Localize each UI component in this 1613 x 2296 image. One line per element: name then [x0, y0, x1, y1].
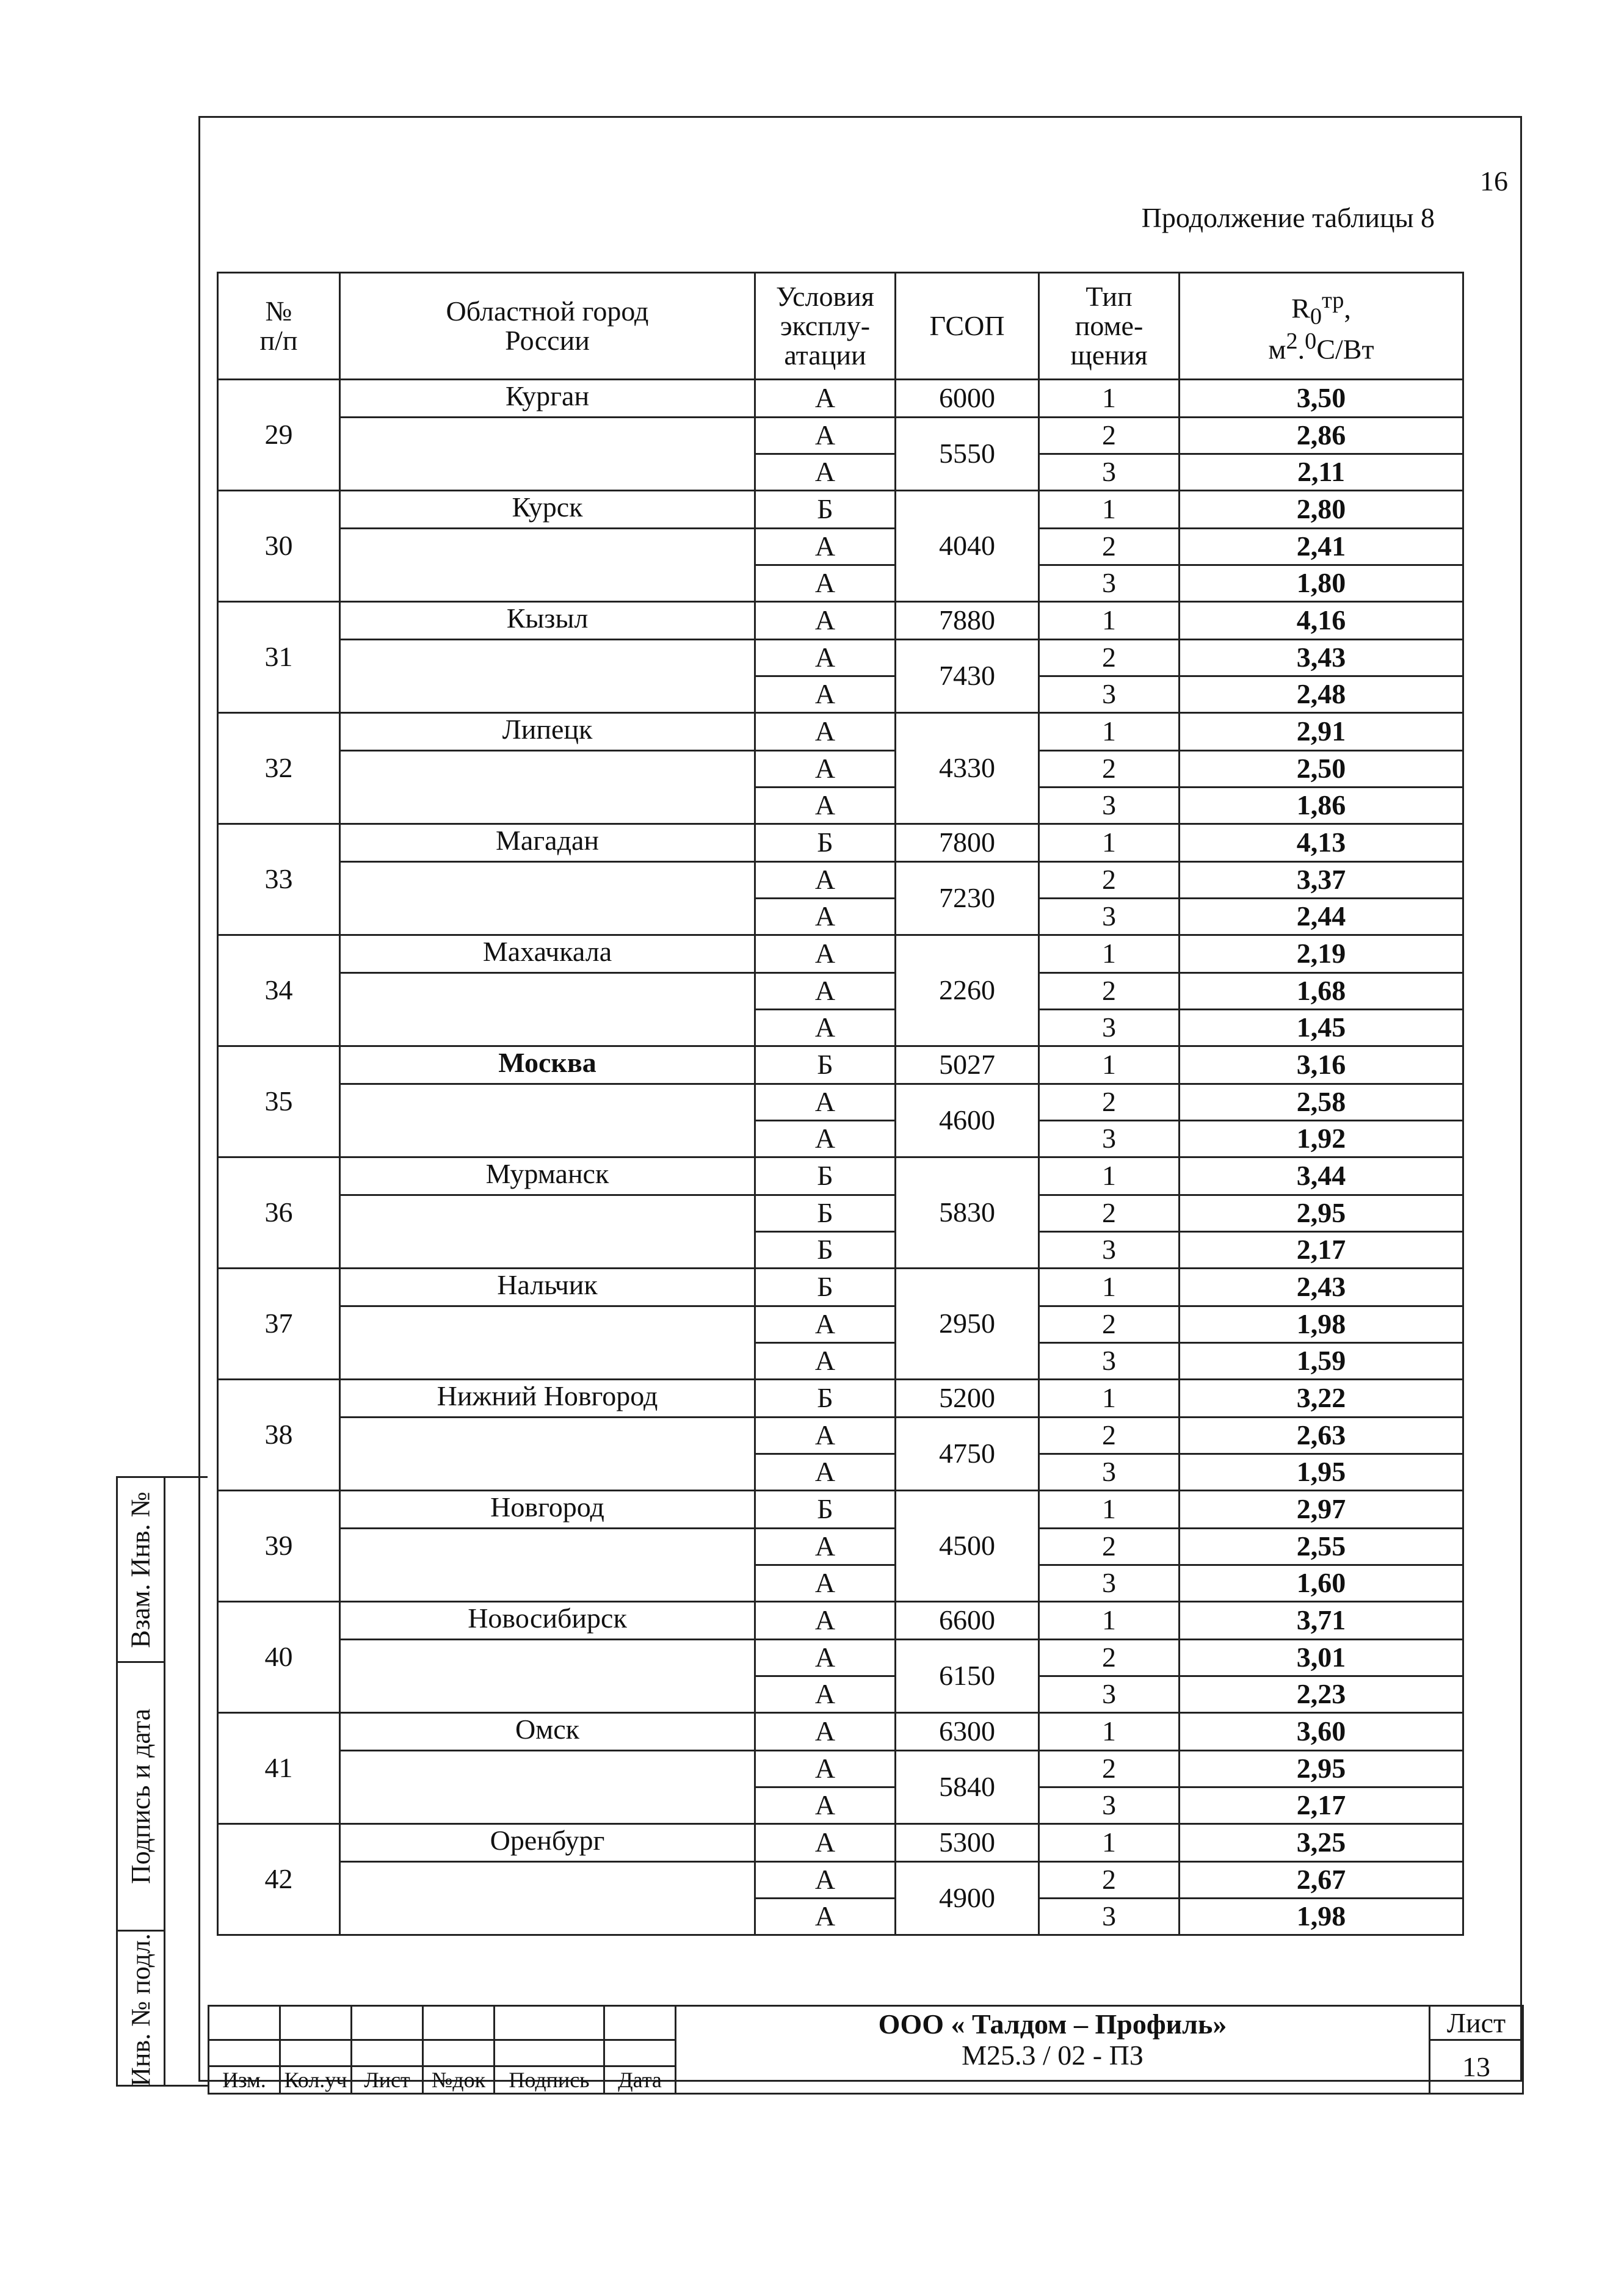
resistance-value: 2,80 [1180, 491, 1463, 529]
city-name: Махачкала [340, 935, 755, 973]
resistance-value: 2,43 [1180, 1269, 1463, 1306]
header-conditions: Условия эксплу- атации [755, 273, 896, 380]
table-row [218, 640, 1463, 676]
row-number: 35 [218, 1046, 340, 1157]
city-name: Липецк [340, 713, 755, 751]
table-row [218, 824, 1463, 862]
conditions-cell: Б [755, 1232, 896, 1269]
conditions-cell: А [755, 1751, 896, 1787]
conditions-cell: А [755, 862, 896, 899]
resistance-value: 2,23 [1180, 1676, 1463, 1713]
conditions-cell: А [755, 565, 896, 602]
resistance-value: 1,80 [1180, 565, 1463, 602]
gsop-cell: 7880 [896, 602, 1039, 640]
resistance-value: 4,13 [1180, 824, 1463, 862]
city-name: Нальчик [340, 1269, 755, 1306]
city-blank [340, 973, 755, 1046]
room-type-cell: 2 [1039, 640, 1180, 676]
header-gsop: ГСОП [896, 273, 1039, 380]
table-row [218, 1491, 1463, 1529]
city-blank [340, 1084, 755, 1157]
resistance-value: 1,60 [1180, 1565, 1463, 1602]
gsop-cell: 6300 [896, 1713, 1039, 1751]
resistance-value: 2,11 [1180, 454, 1463, 491]
city-blank [340, 1751, 755, 1824]
city-blank [340, 751, 755, 824]
gsop-cell: 6600 [896, 1602, 1039, 1640]
conditions-cell: А [755, 751, 896, 788]
room-type-cell: 3 [1039, 1899, 1180, 1935]
conditions-cell: А [755, 713, 896, 751]
room-type-cell: 1 [1039, 602, 1180, 640]
city-name: Магадан [340, 824, 755, 862]
table-row [218, 935, 1463, 973]
conditions-cell: А [755, 1862, 896, 1899]
gsop-cell: 4900 [896, 1862, 1039, 1935]
city-blank [340, 640, 755, 713]
row-number: 30 [218, 491, 340, 602]
room-type-cell: 1 [1039, 1824, 1180, 1862]
city-name: Новосибирск [340, 1602, 755, 1640]
conditions-cell: А [755, 380, 896, 418]
resistance-value: 2,55 [1180, 1529, 1463, 1565]
resistance-value: 3,01 [1180, 1640, 1463, 1676]
room-type-cell: 3 [1039, 1787, 1180, 1824]
conditions-cell: А [755, 1084, 896, 1121]
table-row [218, 1418, 1463, 1454]
conditions-cell: А [755, 1454, 896, 1491]
city-name: Мурманск [340, 1157, 755, 1195]
resistance-value: 3,71 [1180, 1602, 1463, 1640]
gsop-cell: 7800 [896, 824, 1039, 862]
room-type-cell: 3 [1039, 676, 1180, 713]
table-row [218, 1195, 1463, 1232]
table-row [218, 491, 1463, 529]
stamp-col-data: Дата [604, 2066, 676, 2094]
table-row [218, 1713, 1463, 1751]
room-type-cell: 2 [1039, 1306, 1180, 1343]
city-name: Нижний Новгород [340, 1380, 755, 1418]
room-type-cell: 2 [1039, 1084, 1180, 1121]
conditions-cell: Б [755, 1491, 896, 1529]
conditions-cell: Б [755, 1195, 896, 1232]
resistance-value: 2,44 [1180, 899, 1463, 935]
conditions-cell: А [755, 1899, 896, 1935]
conditions-cell: А [755, 1565, 896, 1602]
resistance-value: 1,98 [1180, 1899, 1463, 1935]
table-row [218, 529, 1463, 565]
table-row [218, 973, 1463, 1010]
gsop-cell: 4040 [896, 491, 1039, 602]
room-type-cell: 2 [1039, 1862, 1180, 1899]
table-row [218, 1046, 1463, 1084]
room-type-cell: 1 [1039, 935, 1180, 973]
conditions-cell: А [755, 1121, 896, 1157]
stamp-col-izm: Изм. [209, 2066, 280, 2094]
city-blank [340, 418, 755, 491]
room-type-cell: 3 [1039, 1343, 1180, 1380]
city-blank [340, 1306, 755, 1380]
org-block [676, 2006, 1430, 2094]
room-type-cell: 1 [1039, 491, 1180, 529]
resistance-value: 3,37 [1180, 862, 1463, 899]
org-name: ООО « Талдом – Профиль» [878, 2008, 1227, 2040]
side-vzam: Взам. Инв. № [126, 1491, 156, 1648]
page-number: 16 [1480, 165, 1508, 197]
city-name: Кызыл [340, 602, 755, 640]
title-block [208, 2005, 1524, 2095]
room-type-cell: 2 [1039, 862, 1180, 899]
conditions-cell: А [755, 973, 896, 1010]
resistance-value: 1,45 [1180, 1010, 1463, 1046]
conditions-cell: А [755, 1640, 896, 1676]
conditions-cell: А [755, 418, 896, 454]
city-blank [340, 1529, 755, 1602]
conditions-cell: А [755, 1824, 896, 1862]
resistance-value: 2,97 [1180, 1491, 1463, 1529]
gsop-cell: 5550 [896, 418, 1039, 491]
city-name: Курск [340, 491, 755, 529]
row-number: 42 [218, 1824, 340, 1935]
conditions-cell: Б [755, 824, 896, 862]
table-row [218, 602, 1463, 640]
room-type-cell: 3 [1039, 1232, 1180, 1269]
stamp-col-kolvo: Кол.уч [280, 2066, 352, 2094]
resistance-value: 2,41 [1180, 529, 1463, 565]
room-type-cell: 2 [1039, 1640, 1180, 1676]
conditions-cell: А [755, 1418, 896, 1454]
header-number: № п/п [218, 273, 340, 380]
side-stamp [116, 1476, 208, 2087]
room-type-cell: 1 [1039, 713, 1180, 751]
sheet-number: 13 [1430, 2040, 1523, 2094]
city-name: Курган [340, 380, 755, 418]
table-row [218, 1084, 1463, 1121]
table-header-row [218, 273, 1463, 380]
table-caption: Продолжение таблицы 8 [1141, 202, 1435, 233]
gsop-cell: 2260 [896, 935, 1039, 1046]
stamp-col-ndok: №док [423, 2066, 495, 2094]
table-row [218, 713, 1463, 751]
conditions-cell: А [755, 1787, 896, 1824]
room-type-cell: 1 [1039, 380, 1180, 418]
row-number: 40 [218, 1602, 340, 1713]
conditions-cell: А [755, 1529, 896, 1565]
resistance-value: 1,86 [1180, 788, 1463, 824]
gsop-cell: 7230 [896, 862, 1039, 935]
conditions-cell: Б [755, 1157, 896, 1195]
conditions-cell: А [755, 899, 896, 935]
conditions-cell: А [755, 1602, 896, 1640]
resistance-value: 2,50 [1180, 751, 1463, 788]
room-type-cell: 1 [1039, 1269, 1180, 1306]
room-type-cell: 1 [1039, 1713, 1180, 1751]
resistance-value: 2,95 [1180, 1751, 1463, 1787]
doc-code: М25.3 / 02 - ПЗ [962, 2039, 1144, 2071]
table-row [218, 1824, 1463, 1862]
side-inv: Инв. № подл. [118, 1930, 164, 2088]
resistance-value: 3,60 [1180, 1713, 1463, 1751]
row-number: 41 [218, 1713, 340, 1824]
table-row [218, 1157, 1463, 1195]
conditions-cell: А [755, 1010, 896, 1046]
gsop-cell: 4600 [896, 1084, 1039, 1157]
row-number: 38 [218, 1380, 340, 1491]
table-row [218, 1862, 1463, 1899]
resistance-value: 2,63 [1180, 1418, 1463, 1454]
resistance-value: 2,86 [1180, 418, 1463, 454]
room-type-cell: 3 [1039, 1454, 1180, 1491]
row-number: 31 [218, 602, 340, 713]
sheet-label: Лист [1430, 2006, 1523, 2040]
resistance-value: 1,59 [1180, 1343, 1463, 1380]
conditions-cell: А [755, 935, 896, 973]
resistance-value: 3,16 [1180, 1046, 1463, 1084]
room-type-cell: 1 [1039, 1157, 1180, 1195]
gsop-cell: 5830 [896, 1157, 1039, 1269]
room-type-cell: 2 [1039, 1751, 1180, 1787]
row-number: 37 [218, 1269, 340, 1380]
conditions-cell: А [755, 1676, 896, 1713]
row-number: 34 [218, 935, 340, 1046]
table-row [218, 1306, 1463, 1343]
conditions-cell: Б [755, 1380, 896, 1418]
gsop-cell: 4330 [896, 713, 1039, 824]
resistance-value: 1,68 [1180, 973, 1463, 1010]
conditions-cell: А [755, 676, 896, 713]
room-type-cell: 3 [1039, 1676, 1180, 1713]
row-number: 33 [218, 824, 340, 935]
conditions-cell: А [755, 1306, 896, 1343]
room-type-cell: 3 [1039, 788, 1180, 824]
table-row [218, 1380, 1463, 1418]
table-row [218, 751, 1463, 788]
resistance-value: 1,92 [1180, 1121, 1463, 1157]
room-type-cell: 2 [1039, 1195, 1180, 1232]
resistance-value: 2,19 [1180, 935, 1463, 973]
room-type-cell: 2 [1039, 973, 1180, 1010]
city-name: Оренбург [340, 1824, 755, 1862]
conditions-cell: А [755, 1713, 896, 1751]
city-blank [340, 1195, 755, 1269]
city-name: Новгород [340, 1491, 755, 1529]
gsop-cell: 2950 [896, 1269, 1039, 1380]
resistance-value: 3,43 [1180, 640, 1463, 676]
side-podpis: Подпись и дата [118, 1661, 164, 1930]
city-name: Москва [340, 1046, 755, 1084]
room-type-cell: 1 [1039, 1380, 1180, 1418]
room-type-cell: 1 [1039, 1046, 1180, 1084]
conditions-cell: А [755, 602, 896, 640]
resistance-value: 3,25 [1180, 1824, 1463, 1862]
room-type-cell: 2 [1039, 1418, 1180, 1454]
city-blank [340, 1862, 755, 1935]
resistance-value: 3,22 [1180, 1380, 1463, 1418]
room-type-cell: 3 [1039, 899, 1180, 935]
table-row [218, 1269, 1463, 1306]
city-blank [340, 862, 755, 935]
room-type-cell: 2 [1039, 751, 1180, 788]
room-type-cell: 3 [1039, 454, 1180, 491]
conditions-cell: Б [755, 1046, 896, 1084]
gsop-cell: 6150 [896, 1640, 1039, 1713]
conditions-cell: Б [755, 1269, 896, 1306]
gsop-cell: 5027 [896, 1046, 1039, 1084]
table-row [218, 1640, 1463, 1676]
table-row [218, 1529, 1463, 1565]
conditions-cell: А [755, 1343, 896, 1380]
gsop-cell: 5300 [896, 1824, 1039, 1862]
room-type-cell: 3 [1039, 1121, 1180, 1157]
resistance-value: 2,48 [1180, 676, 1463, 713]
conditions-cell: Б [755, 491, 896, 529]
room-type-cell: 3 [1039, 1010, 1180, 1046]
room-type-cell: 2 [1039, 418, 1180, 454]
city-blank [340, 529, 755, 602]
table-row [218, 862, 1463, 899]
city-name: Омск [340, 1713, 755, 1751]
city-blank [340, 1640, 755, 1713]
conditions-cell: А [755, 529, 896, 565]
room-type-cell: 2 [1039, 1529, 1180, 1565]
resistance-value: 2,67 [1180, 1862, 1463, 1899]
row-number: 29 [218, 380, 340, 491]
stamp-col-podpis: Подпись [495, 2066, 604, 2094]
room-type-cell: 1 [1039, 1491, 1180, 1529]
gsop-cell: 7430 [896, 640, 1039, 713]
gsop-cell: 5200 [896, 1380, 1039, 1418]
resistance-value: 4,16 [1180, 602, 1463, 640]
resistance-value: 2,17 [1180, 1232, 1463, 1269]
header-city: Областной город России [340, 273, 755, 380]
room-type-cell: 1 [1039, 1602, 1180, 1640]
resistance-value: 3,50 [1180, 380, 1463, 418]
header-room-type: Тип поме- щения [1039, 273, 1180, 380]
resistance-value: 1,95 [1180, 1454, 1463, 1491]
header-resistance: $R_0^{тр}$, $м^2.^0С/Вт$ [1180, 273, 1463, 380]
resistance-value: 2,17 [1180, 1787, 1463, 1824]
table-row [218, 380, 1463, 418]
resistance-value: 2,58 [1180, 1084, 1463, 1121]
resistance-value: 2,95 [1180, 1195, 1463, 1232]
row-number: 39 [218, 1491, 340, 1602]
resistance-value: 2,91 [1180, 713, 1463, 751]
room-type-cell: 3 [1039, 565, 1180, 602]
room-type-cell: 2 [1039, 529, 1180, 565]
resistance-value: 3,44 [1180, 1157, 1463, 1195]
row-number: 32 [218, 713, 340, 824]
gsop-cell: 4500 [896, 1491, 1039, 1602]
conditions-cell: А [755, 640, 896, 676]
room-type-cell: 3 [1039, 1565, 1180, 1602]
table-row [218, 418, 1463, 454]
gsop-cell: 4750 [896, 1418, 1039, 1491]
conditions-cell: А [755, 454, 896, 491]
conditions-cell: А [755, 788, 896, 824]
city-blank [340, 1418, 755, 1491]
row-number: 36 [218, 1157, 340, 1269]
insulation-table [217, 272, 1464, 1936]
stamp-col-list: Лист [352, 2066, 423, 2094]
gsop-cell: 6000 [896, 380, 1039, 418]
gsop-cell: 5840 [896, 1751, 1039, 1824]
room-type-cell: 1 [1039, 824, 1180, 862]
table-row [218, 1602, 1463, 1640]
table-row [218, 1751, 1463, 1787]
resistance-value: 1,98 [1180, 1306, 1463, 1343]
